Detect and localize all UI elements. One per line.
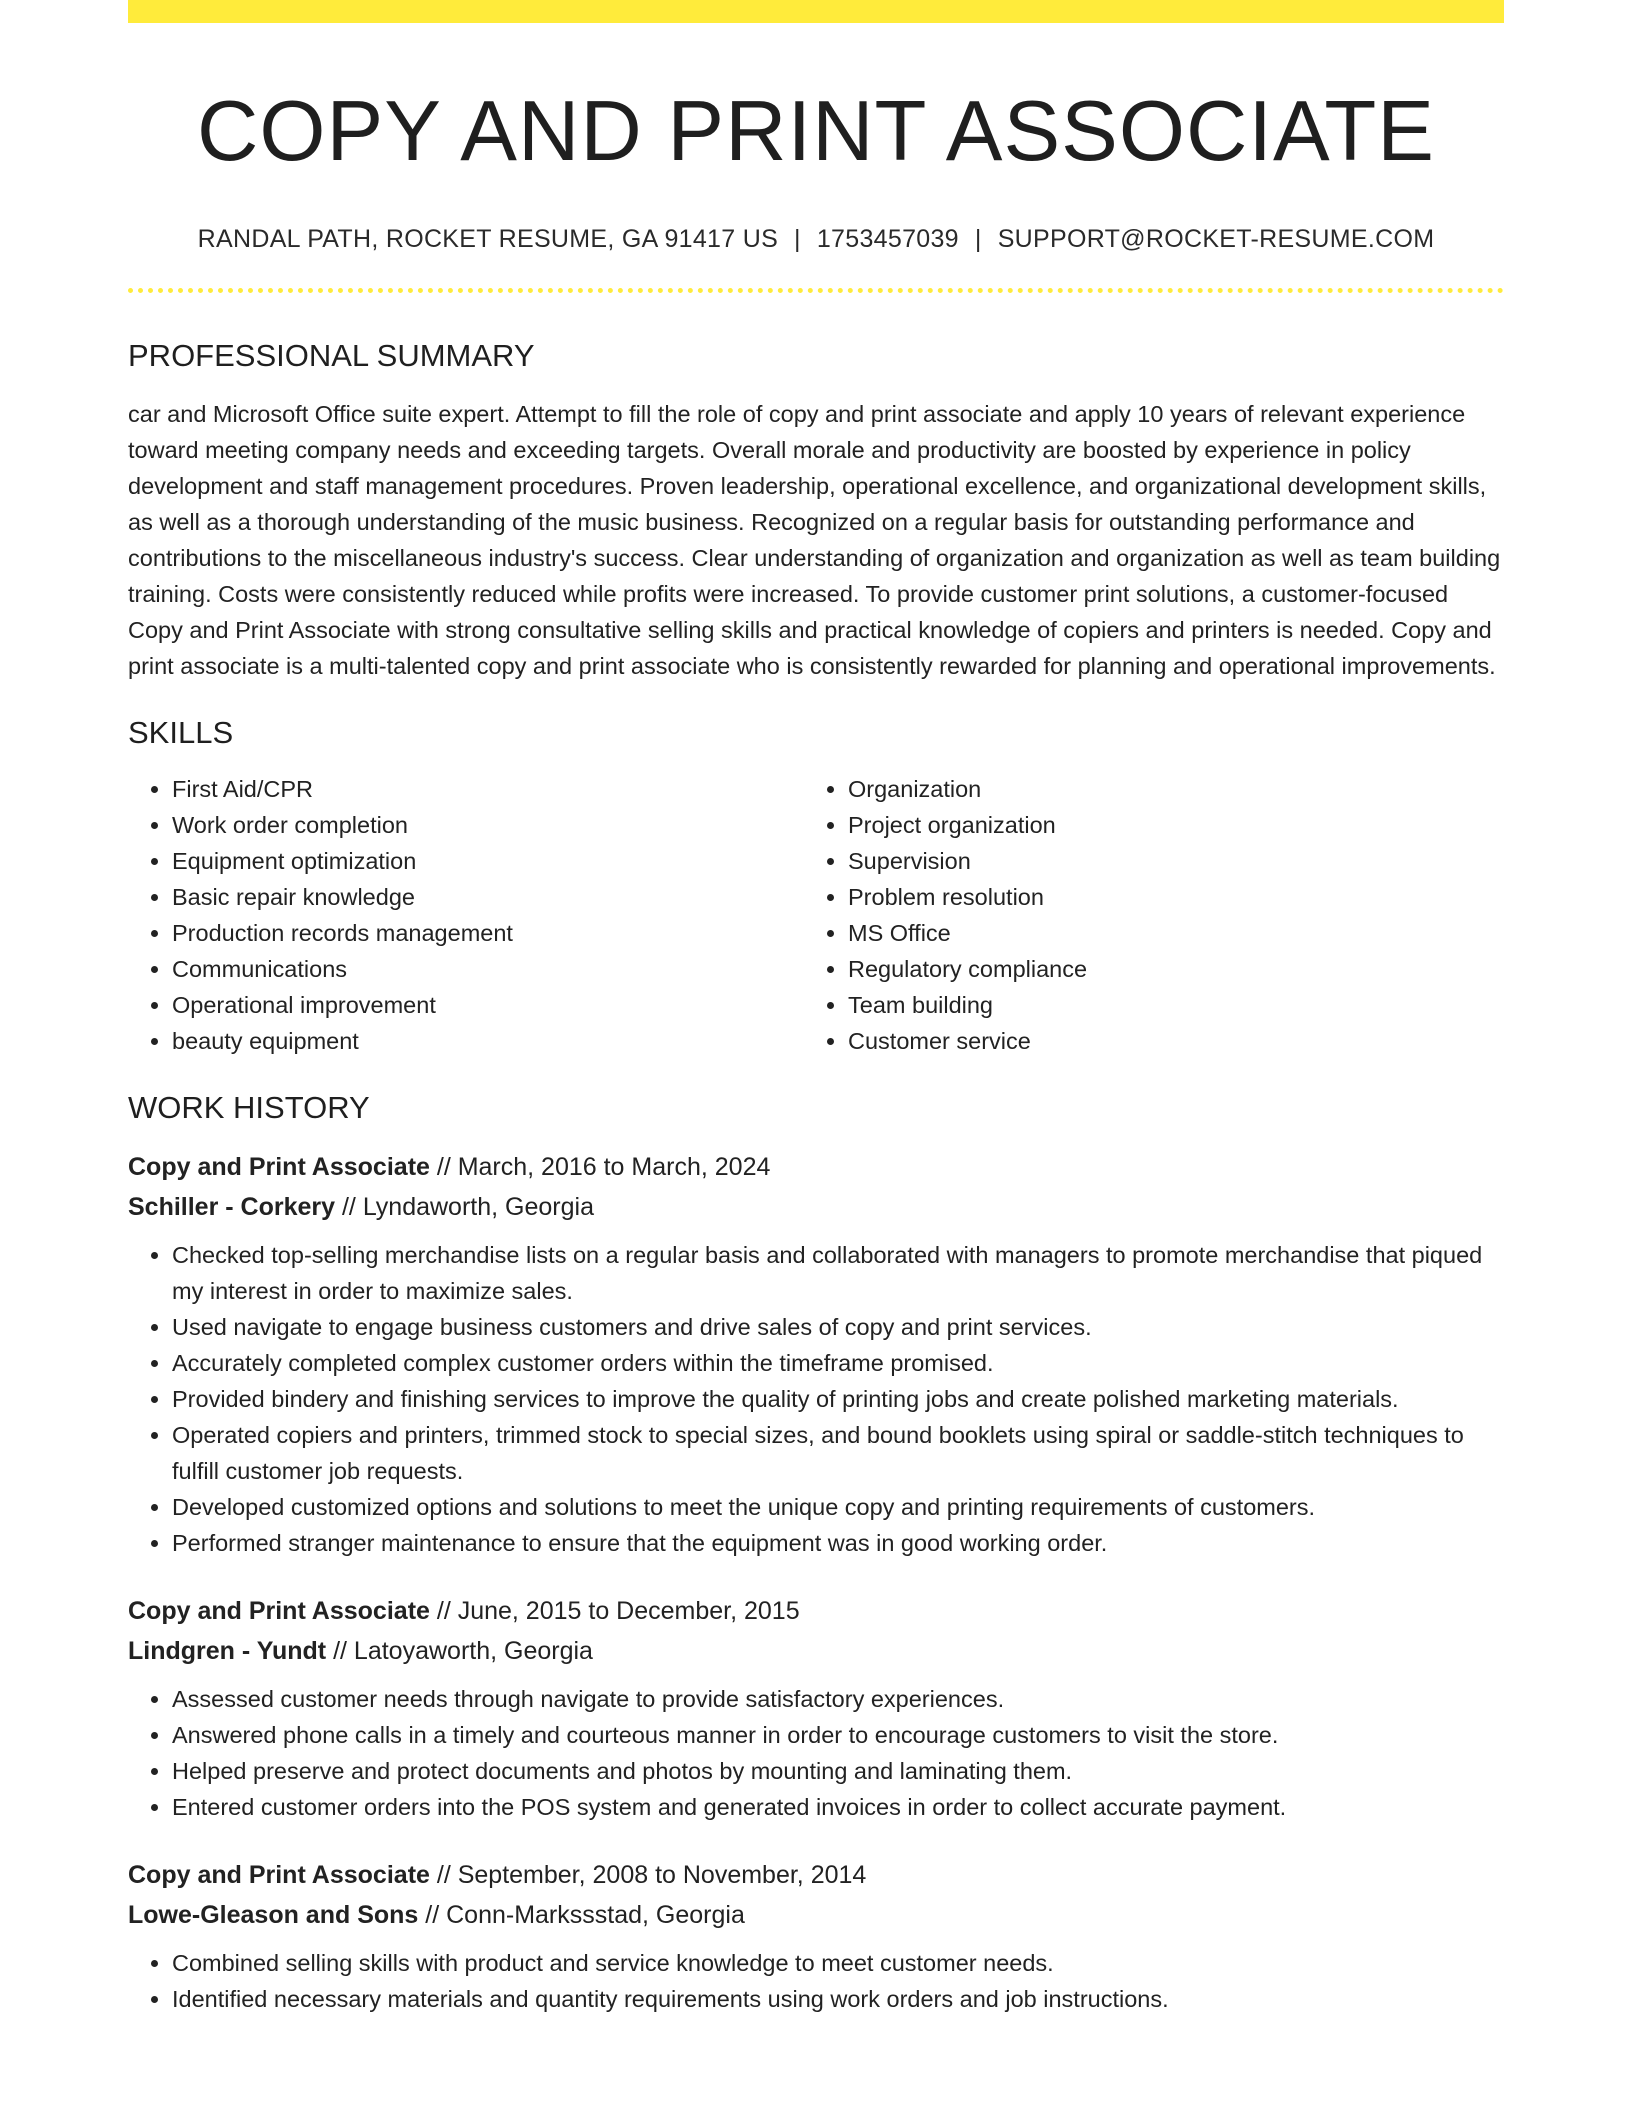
skills-heading: SKILLS [128,715,234,751]
contact-separator: | [974,225,982,253]
job-bullet: • Entered customer orders into the POS system and generated invoices in order to collect accurate payment. [172,1789,1504,1825]
job-bullet: • Performed stranger maintenance to ensure that the equipment was in good working order. [172,1525,1504,1561]
skill-item: • Organization [848,771,1480,807]
job-dates: // September, 2008 to November, 2014 [429,1860,867,1889]
skill-item: • Team building [848,987,1480,1023]
skills-list-right [804,771,1480,1059]
job-entry [128,1855,1504,2017]
job-bullet: • Combined selling skills with product and service knowledge to meet customer needs. [172,1945,1504,1981]
skill-item: • Communications [172,951,804,987]
job-location: // Conn-Markssstad, Georgia [418,1900,745,1929]
work-history-heading: WORK HISTORY [128,1090,370,1126]
job-bullets [128,1945,1504,2017]
skill-item: • Supervision [848,843,1480,879]
skill-item: • Equipment optimization [172,843,804,879]
job-bullet: • Identified necessary materials and quantity requirements using work orders and job instructions. [172,1981,1504,2017]
job-bullet: • Checked top-selling merchandise lists on a regular basis and collaborated with managers to promote merchandise that piqued my interest in order to maximize sales. [172,1237,1504,1309]
skill-item: • Operational improvement [172,987,804,1023]
dotted-divider [128,288,1504,293]
job-entry [128,1147,1504,1561]
skill-item: • Regulatory compliance [848,951,1480,987]
job-title: Copy and Print Associate [128,1152,430,1181]
job-bullet: • Assessed customer needs through navigate to provide satisfactory experiences. [172,1681,1504,1717]
job-location: // Lyndaworth, Georgia [335,1192,594,1221]
job-title: Copy and Print Associate [128,1860,430,1889]
job-bullets [128,1681,1504,1825]
job-title-line [128,1591,1504,1631]
contact-address: RANDAL PATH, ROCKET RESUME, GA 91417 US [197,225,779,253]
skill-item: • Problem resolution [848,879,1480,915]
job-bullet: • Accurately completed complex customer orders within the timeframe promised. [172,1345,1504,1381]
job-bullet: • Helped preserve and protect documents and photos by mounting and laminating them. [172,1753,1504,1789]
contact-email: SUPPORT@ROCKET-RESUME.COM [997,225,1435,253]
skill-item: • Production records management [172,915,804,951]
job-dates: // March, 2016 to March, 2024 [429,1152,771,1181]
contact-line [128,225,1504,254]
skill-item: • Project organization [848,807,1480,843]
job-company: Schiller - Corkery [128,1192,336,1221]
job-location: // Latoyaworth, Georgia [326,1636,593,1665]
skill-item: • Customer service [848,1023,1480,1059]
job-title-line [128,1147,1504,1187]
job-bullets [128,1237,1504,1561]
job-company-line [128,1895,1504,1935]
skills-list-left [128,771,804,1059]
job-bullet: • Operated copiers and printers, trimmed stock to special sizes, and bound booklets using spiral or saddle-stitch techniques to fulfill customer job requests. [172,1417,1504,1489]
top-accent-bar [128,0,1504,23]
skill-item: • Basic repair knowledge [172,879,804,915]
resume-page [128,0,1504,2017]
job-title-line [128,1855,1504,1895]
contact-separator: | [794,225,801,253]
job-bullet: • Developed customized options and solutions to meet the unique copy and printing requirements of customers. [172,1489,1504,1525]
skill-item: • Work order completion [172,807,804,843]
summary-heading: PROFESSIONAL SUMMARY [128,338,535,373]
job-bullet: • Answered phone calls in a timely and courteous manner in order to encourage customers to visit the store. [172,1717,1504,1753]
job-company: Lindgren - Yundt [128,1636,327,1665]
page-title: COPY AND PRINT ASSOCIATE [197,84,1435,179]
skill-item: • First Aid/CPR [172,771,804,807]
job-company-line [128,1187,1504,1227]
job-bullet: • Used navigate to engage business customers and drive sales of copy and print services. [172,1309,1504,1345]
summary-text: car and Microsoft Office suite expert. Attempt to fill the role of copy and print associate and apply 10 years of relevant experience toward meeting company needs and exceeding targets. Overall morale and productivity are boosted by experience in policy development and staff management procedures. Proven leadership, operational excellence, and organizational development skills, as well as a thorough understanding of the music business. Recognized on a regular basis for outstanding performance and contributions to the miscellaneous industry's success. Clear understanding of organization and organization as well as team building training. Costs were consistently reduced while profits were increased. To provide customer print solutions, a customer-focused Copy and Print Associate with strong consultative selling skills and practical knowledge of copiers and printers is needed. Copy and print associate is a multi-talented copy and print associate who is consistently rewarded for planning and operational improvements. [128,401,1501,680]
skill-item: • MS Office [848,915,1480,951]
skill-item: • beauty equipment [172,1023,804,1059]
skills-columns [128,771,1504,1059]
job-entry [128,1591,1504,1825]
job-company: Lowe-Gleason and Sons [128,1900,419,1929]
job-bullet: • Provided bindery and finishing services to improve the quality of printing jobs and create polished marketing materials. [172,1381,1504,1417]
contact-phone: 1753457039 [816,225,959,253]
job-company-line [128,1631,1504,1671]
job-title: Copy and Print Associate [128,1596,430,1625]
job-dates: // June, 2015 to December, 2015 [429,1596,800,1625]
